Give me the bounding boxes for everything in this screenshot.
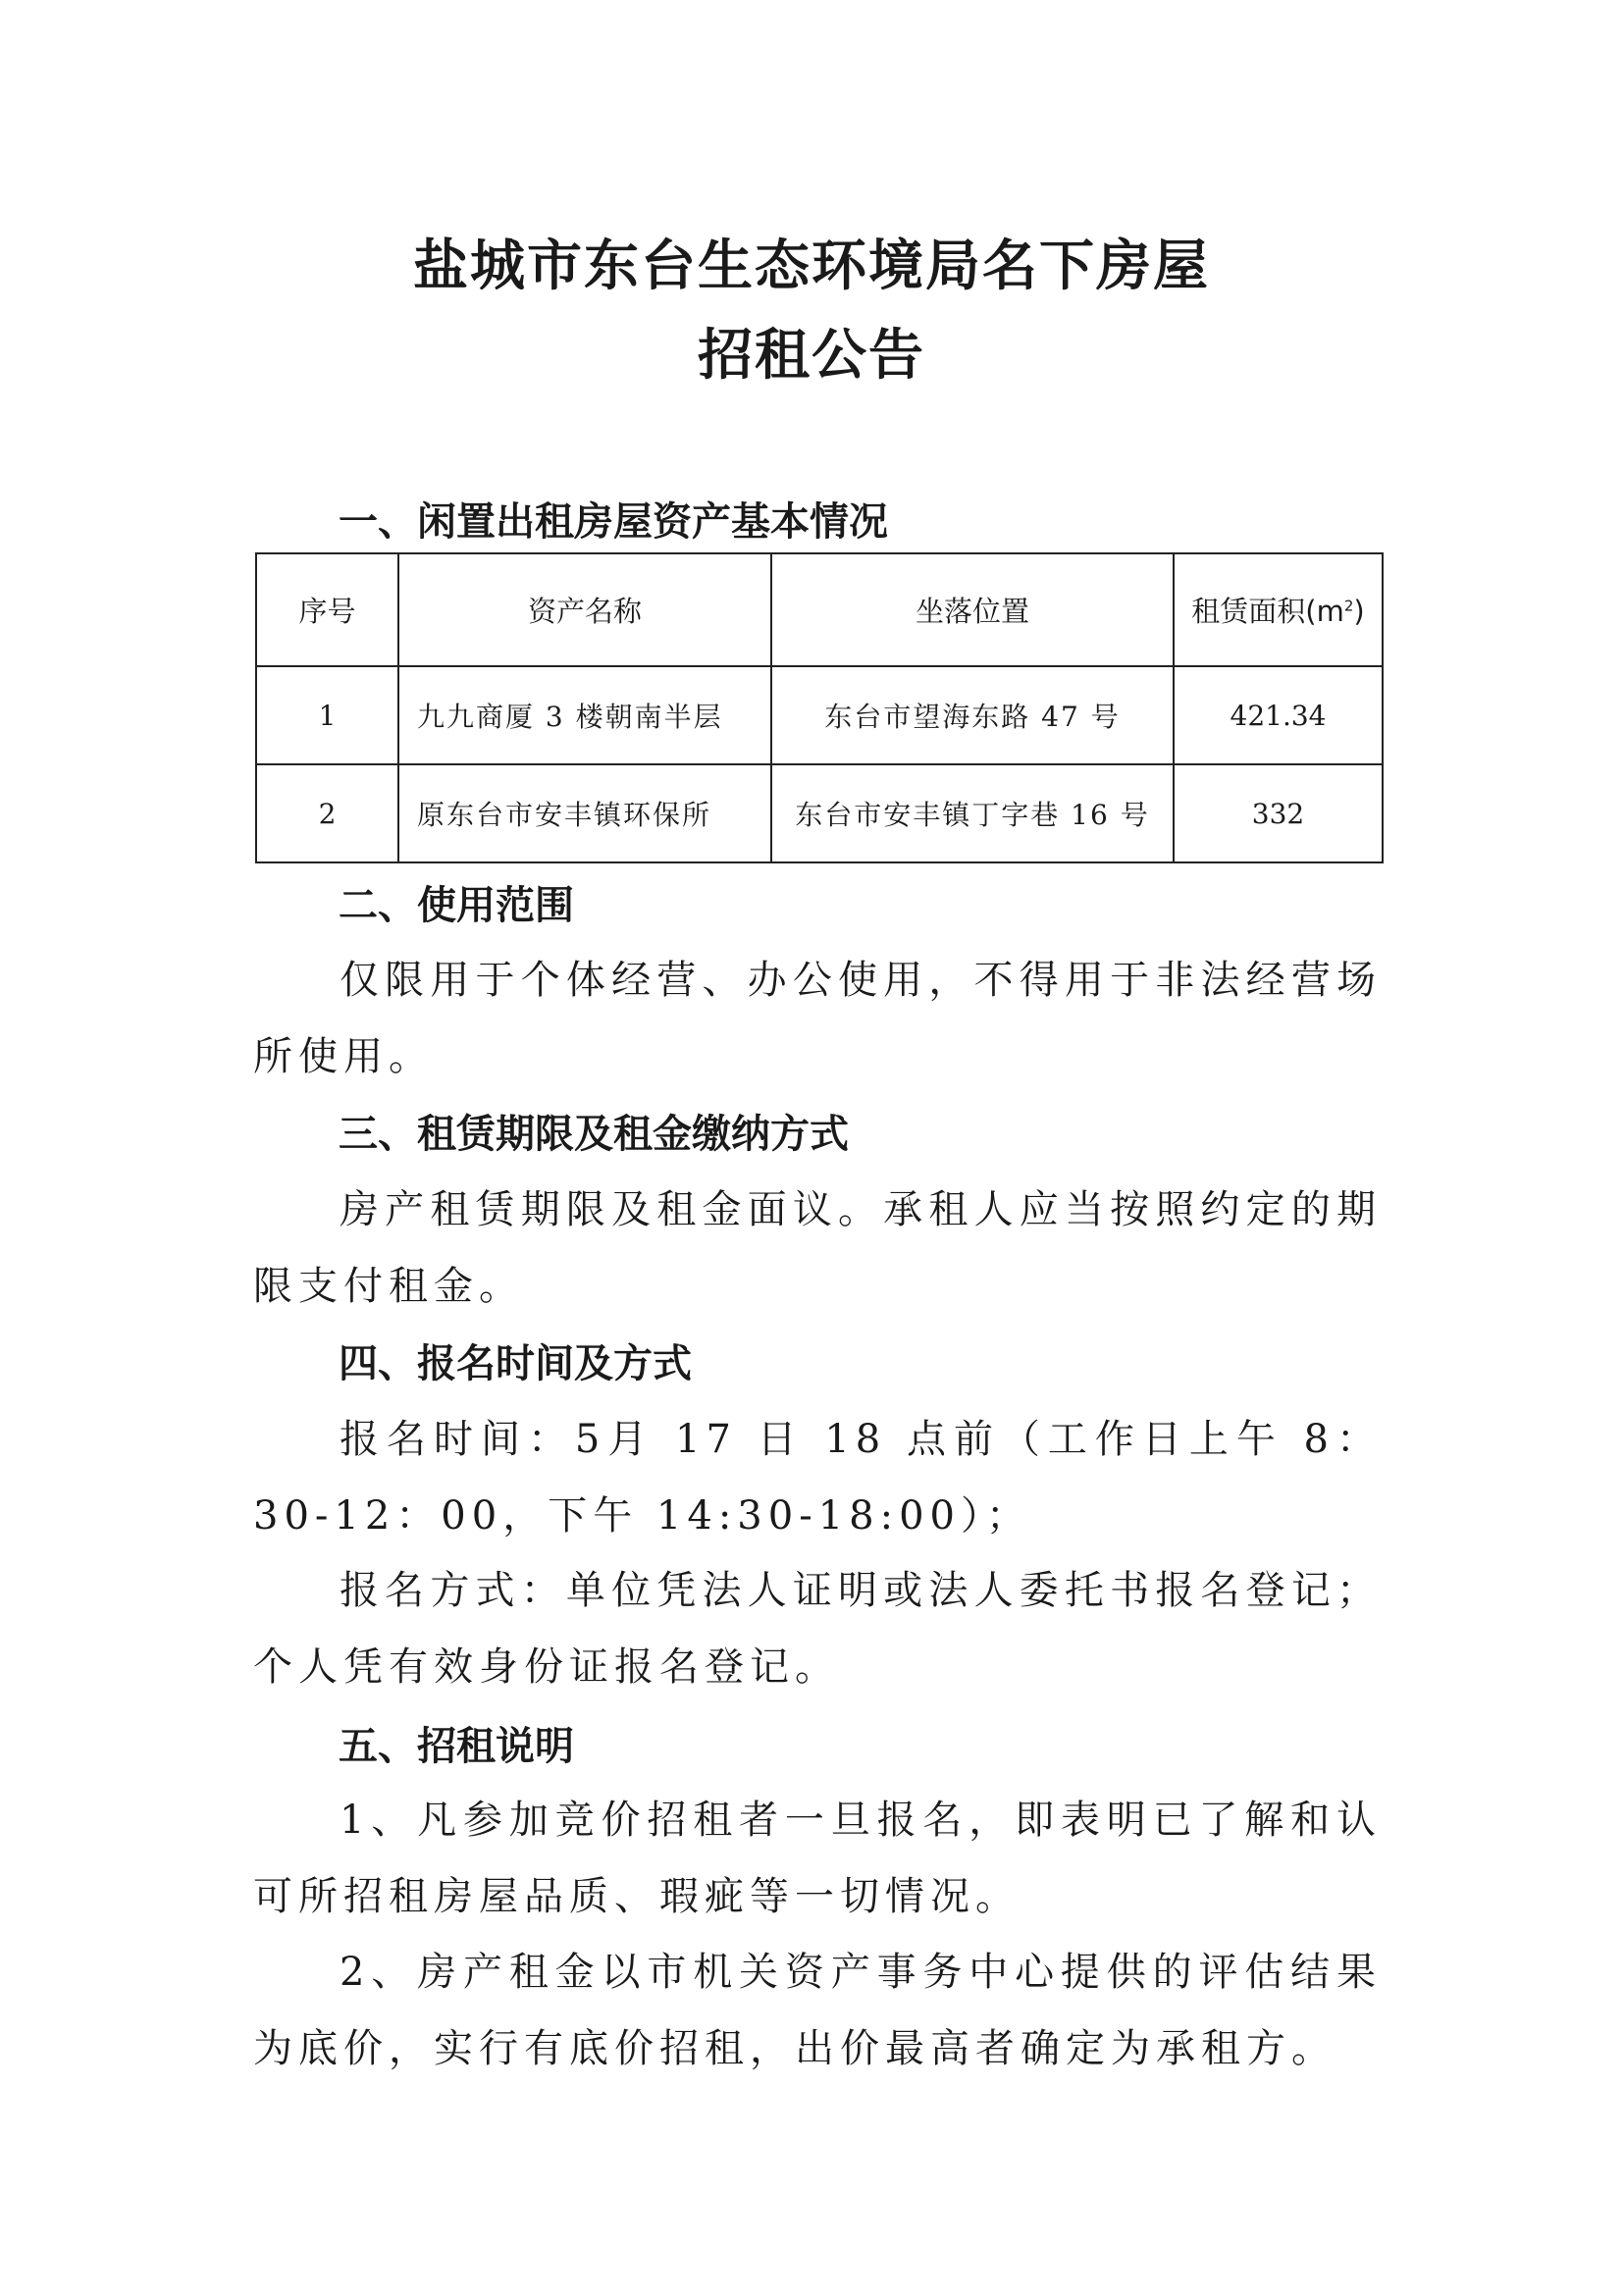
row-lease-area: 332: [1174, 764, 1383, 862]
table-row: [256, 764, 1383, 862]
table-row: [256, 666, 1383, 764]
row-lease-area: 421.34: [1174, 666, 1383, 764]
asset-table: [255, 552, 1384, 863]
row-location: 东台市安丰镇丁字巷 16 号: [771, 764, 1174, 862]
section-3-heading: 三、租赁期限及租金缴纳方式: [339, 1112, 849, 1157]
header-lease-area-label: 租赁面积(m: [1191, 595, 1344, 628]
row-asset-name: 原东台市安丰镇环保所: [398, 764, 771, 862]
document-title-line1: 盐城市东台生态环境局名下房屋: [413, 235, 1210, 298]
section-2-paragraph: 仅限用于个体经营、办公使用，不得用于非法经营场所使用。: [253, 958, 1382, 1079]
row-location: 东台市望海东路 47 号: [771, 666, 1174, 764]
section-2-heading: 二、使用范围: [339, 883, 574, 928]
registration-method-paragraph: 报名方式：单位凭法人证明或法人委托书报名登记；个人凭有效身份证报名登记。: [253, 1568, 1382, 1690]
header-lease-area-superscript: 2: [1343, 597, 1354, 615]
row-index: 1: [256, 666, 398, 764]
section-1-heading: 一、闲置出租房屋资产基本情况: [339, 499, 888, 545]
row-index: 2: [256, 764, 398, 862]
header-index: 序号: [256, 553, 398, 666]
rental-note-1-paragraph: 1、凡参加竞价招租者一旦报名，即表明已了解和认可所招租房屋品质、瑕疵等一切情况。: [253, 1798, 1382, 1919]
header-location: 坐落位置: [771, 553, 1174, 666]
registration-time-paragraph: 报名时间：5月 17 日 18 点前（工作日上午 8：30-12：00，下午 14:30-18:00）；: [253, 1417, 1382, 1539]
rental-note-2-paragraph: 2、房产租金以市机关资产事务中心提供的评估结果为底价，实行有底价招租，出价最高者确定为承租方。: [253, 1950, 1382, 2071]
header-lease-area-close: ): [1353, 595, 1365, 628]
section-4-heading: 四、报名时间及方式: [339, 1341, 692, 1386]
row-asset-name: 九九商厦 3 楼朝南半层: [398, 666, 771, 764]
document-title-line2: 招租公告: [698, 324, 925, 388]
section-5-heading: 五、招租说明: [339, 1724, 574, 1769]
header-asset-name: 资产名称: [398, 553, 771, 666]
table-header-row: [256, 553, 1383, 666]
header-lease-area: [1174, 553, 1383, 666]
section-3-paragraph: 房产租赁期限及租金面议。承租人应当按照约定的期限支付租金。: [253, 1187, 1382, 1309]
